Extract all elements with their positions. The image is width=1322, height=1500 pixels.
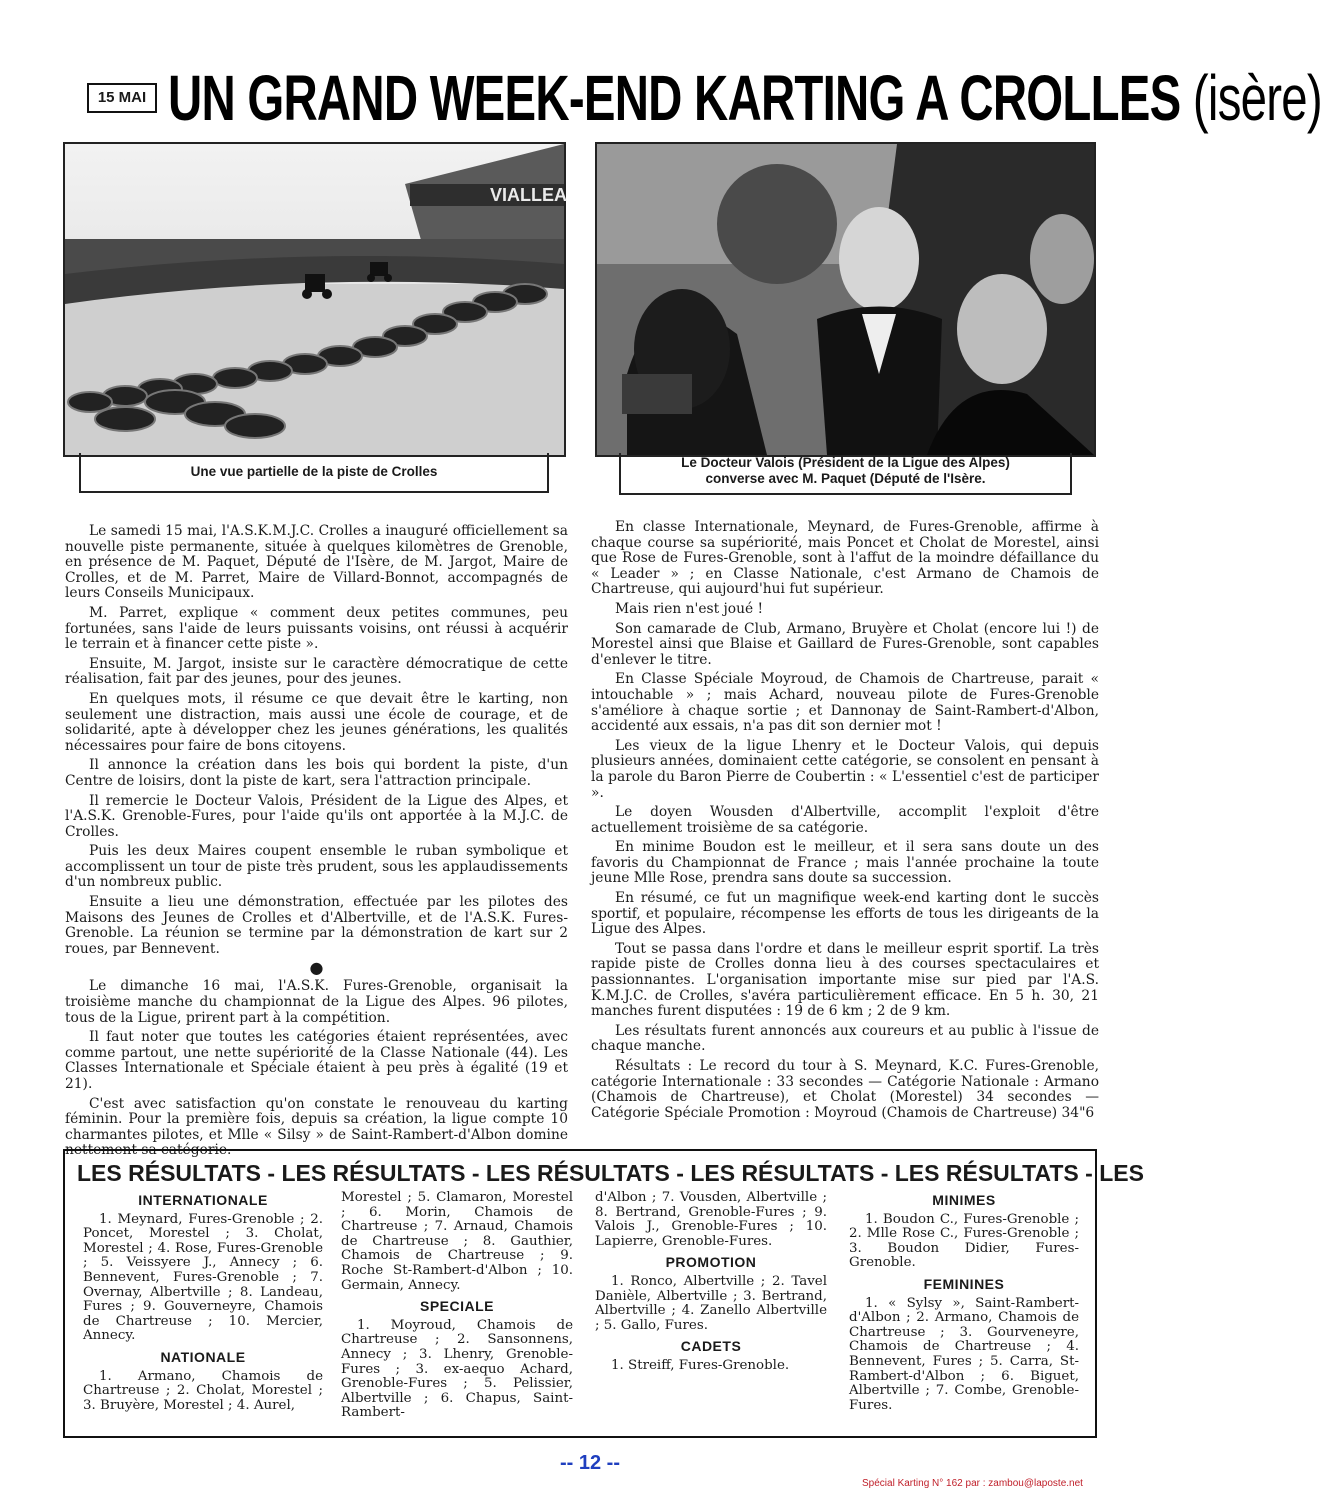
article-paragraph: Les résultats furent annoncés aux coureurs et au public à l'issue de chaque manche. bbox=[591, 1022, 1099, 1055]
category-speciale-heading: SPECIALE bbox=[419, 1298, 494, 1315]
category-nationale-heading: NATIONALE bbox=[160, 1348, 246, 1365]
article-paragraph: M. Parret, explique « comment deux petites communes, peu fortunées, sans l'aide de leurs puissants voisins, ont réussi à acquérir le terrain et à financer cette piste ». bbox=[65, 604, 568, 653]
article-paragraph: Les vieux de la ligue Lhenry et le Docteur Valois, qui depuis plusieurs années, dominaient cette catégorie, se consolent en pensant à la parole du Baron Pierre de Coubertin : « L'essentiel c'est de participer ». bbox=[591, 737, 1099, 801]
headline bbox=[168, 58, 1322, 138]
category-minimes-heading: MINIMES bbox=[932, 1192, 996, 1208]
section-separator-dot: ● bbox=[309, 958, 324, 978]
article-column-left bbox=[65, 524, 568, 1163]
article-paragraph: C'est avec satisfaction qu'on constate le renouveau du karting féminin. Pour la première fois, depuis sa création, la ligue compte 10 charmantes pilotes, et Mlle « Silsy » de Saint-Rambert-d'Albon domine nettement sa catégorie. bbox=[65, 1095, 568, 1159]
article-paragraph: En résumé, ce fut un magnifique week-end karting dont le succès sportif, et populaire, récompense les efforts de tous les dirigeants de la Ligue des Alpes. bbox=[591, 890, 1099, 938]
article-paragraph: Le samedi 15 mai, l'A.S.K.M.J.C. Crolles a inauguré officiellement sa nouvelle piste permanente, située à quelques kilomètres de Grenoble, en présence de M. Paquet, Député de l'Isère, de M. Jargot, Maire de Crolles, et de M. Parret, Maire de Villard-Bonnot, accompagnés de leurs Conseils Municipaux. bbox=[65, 523, 568, 602]
category-feminines-heading: FEMININES bbox=[923, 1275, 1005, 1292]
article-paragraph: Le dimanche 16 mai, l'A.S.K. Fures-Grenoble, organisait la troisième manche du championnat de la Ligue des Alpes. 96 pilotes, tous de la Ligue, prirent part à la compétition. bbox=[65, 978, 568, 1026]
article-paragraph: Puis les deux Maires coupent ensemble le ruban symbolique et accomplissent un tour de piste très prudent, sous les applaudissements d'un nombreux public. bbox=[65, 843, 568, 891]
category-speciale-results-continued: d'Albon ; 7. Vousden, Albertville ; 8. Bertrand, Grenoble-Fures ; 9. Valois J., Grenoble-Fures ; 10. Lapierre, Grenoble-Fures. bbox=[595, 1190, 827, 1249]
article-paragraph: En minime Boudon est le meilleur, et il sera sans doute un des favoris du Championnat de France ; mais l'année prochaine la toute jeune Mlle Rose, prendra sans doute sa succession. bbox=[591, 839, 1099, 887]
category-internationale-heading: INTERNATIONALE bbox=[138, 1192, 268, 1208]
caption-left bbox=[79, 453, 549, 493]
footer-credit: Spécial Karting N° 162 par : zambou@laposte.net bbox=[862, 1478, 1083, 1489]
category-promotion-heading: PROMOTION bbox=[665, 1254, 757, 1271]
category-cadets-heading: CADETS bbox=[680, 1338, 742, 1355]
results-column-4 bbox=[849, 1191, 1079, 1419]
article-paragraph: Résultats : Le record du tour à S. Meynard, K.C. Fures-Grenoble, catégorie Internationale : 33 secondes — Catégorie Nationale : Armano (Chamois de Chartreuse), et Cholat (Morestel) 34 secondes — Catégorie Spéciale Promotion : Moyroud (Chamois de Chartreuse) 34"6 bbox=[591, 1058, 1099, 1121]
category-internationale-results: 1. Meynard, Fures-Grenoble ; 2. Poncet, Morestel ; 3. Cholat, Morestel ; 4. Rose, Fures-Grenoble ; 5. Veissyere J., Annecy ; 6. Bennevent, Fures-Grenoble ; 7. Overnay, Albertville ; 8. Landeau, Fures ; 9. Gouverneyre, Chamois de Chartreuse ; 10. Mercier, Annecy. bbox=[83, 1211, 323, 1344]
photo-valois-paquet bbox=[595, 142, 1096, 457]
track-photo-image bbox=[65, 144, 568, 455]
article-paragraph: Il annonce la création dans les bois qui bordent la piste, d'un Centre de loisirs, dont la piste de kart, sera l'attraction principale. bbox=[65, 757, 568, 789]
caption-left-text: Une vue partielle de la piste de Crolles bbox=[190, 464, 438, 479]
caption-right bbox=[619, 453, 1072, 495]
category-minimes-results: 1. Boudon C., Fures-Grenoble ; 2. Mlle Rose C., Fures-Grenoble ; 3. Boudon Didier, Fures-Grenoble. bbox=[849, 1211, 1079, 1271]
caption-right-line2: converse avec M. Paquet (Député de l'Isère. bbox=[705, 471, 986, 486]
photo-track bbox=[63, 142, 566, 457]
headline-main: UN GRAND WEEK-END KARTING A CROLLES bbox=[168, 62, 1181, 134]
building-sign: VIALLEA bbox=[490, 185, 568, 205]
article-paragraph: Il faut noter que toutes les catégories étaient représentées, avec comme partout, une nette supériorité de la Classe Nationale (44). Les Classes Internationale et Spéciale étaient à peu près à égalité (19 et 21). bbox=[65, 1029, 568, 1092]
results-banner: LES RÉSULTATS - LES RÉSULTATS - LES RÉSULTATS - LES RÉSULTATS - LES RÉSULTATS - LES bbox=[77, 1160, 1144, 1186]
article-paragraph: Ensuite, M. Jargot, insiste sur le caractère démocratique de cette réalisation, fait par des jeunes, pour des jeunes. bbox=[65, 655, 568, 688]
article-paragraph: Son camarade de Club, Armano, Bruyère et Cholat (encore lui !) de Morestel ainsi que Blaise et Gaillard de Fures-Grenoble, sont capables d'enlever le titre. bbox=[591, 620, 1099, 668]
article-column-right bbox=[591, 520, 1099, 1125]
valois-paquet-photo-image bbox=[597, 144, 1094, 455]
category-promotion-results: 1. Ronco, Albertville ; 2. Tavel Danièle, Albertville ; 3. Bertrand, Albertville ; 4. Zanello Albertville ; 5. Gallo, Fures. bbox=[595, 1273, 827, 1333]
date-box: 15 MAI bbox=[87, 83, 157, 113]
article-paragraph: En Classe Spéciale Moyroud, de Chamois de Chartreuse, parait « intouchable » ; mais Achard, nouveau pilote de Fures-Grenoble s'améliore à chaque sortie ; et Dannonay de Saint-Rambert-d'Albon, accidenté aux essais, n'a pas dit son dernier mot ! bbox=[591, 671, 1099, 735]
headline-suffix: (isère) bbox=[1192, 62, 1322, 134]
results-box bbox=[63, 1149, 1144, 1438]
category-cadets-results: 1. Streiff, Fures-Grenoble. bbox=[611, 1357, 790, 1373]
article-paragraph: Le doyen Wousden d'Albertville, accomplit l'exploit d'être actuellement troisième de sa catégorie. bbox=[591, 804, 1099, 836]
article-paragraph: En classe Internationale, Meynard, de Fures-Grenoble, affirme à chaque course sa supériorité, mais Poncet et Cholat de Morestel, ainsi que Rose de Fures-Grenoble, sont à l'affut de la moindre défaillance du « Leader » ; en Classe Nationale, c'est Armano de Chamois de Chartreuse, qui aujourd'hui fut supérieur. bbox=[591, 519, 1099, 598]
category-feminines-results: 1. « Sylsy », Saint-Rambert-d'Albon ; 2. Armano, Chamois de Chartreuse ; 3. Gourveneyre, Chamois de Chartreuse ; 4. Bennevent, Fures ; 5. Carra, St-Rambert-d'Albon ; 6. Biguet, Albertville ; 7. Combe, Grenoble-Fures. bbox=[849, 1295, 1079, 1413]
category-speciale-results: 1. Moyroud, Chamois de Chartreuse ; 2. Sansonnens, Annecy ; 3. Lhenry, Grenoble-Fures ; 3. ex-aequo Achard, Grenoble-Fures ; 5. Pelissier, Albertville ; 6. Chapus, Saint-Rambert- bbox=[341, 1317, 573, 1421]
caption-right-line1: Le Docteur Valois (Président de la Ligue des Alpes) bbox=[681, 455, 1010, 470]
results-column-2 bbox=[341, 1191, 573, 1427]
article-paragraph: Tout se passa dans l'ordre et dans le meilleur esprit sportif. La très rapide piste de Crolles donna lieu à des courses spectaculaires et passionnantes. L'organisation importante mise sur pied par l'A.S. K.M.J.C. de Crolles, s'avéra particulièrement efficace. En 5 h. 30, 21 manches furent disputées : 19 de 6 km ; 2 de 9 km. bbox=[591, 940, 1099, 1020]
category-nationale-results-continued: Morestel ; 5. Clamaron, Morestel ; 6. Morin, Chamois de Chartreuse ; 7. Arnaud, Chamois de Chartreuse ; 8. Gauthier, Chamois de Chartreuse ; 9. Roche St-Rambert-d'Albon ; 10. Germain, Annecy. bbox=[341, 1190, 573, 1293]
article-paragraph: En quelques mots, il résume ce que devait être le karting, non seulement une distraction, mais aussi une école de courage, et de solidarité, apte à développer chez les jeunes générations, les qualités nécessaires pour faire de bons citoyens. bbox=[65, 690, 568, 754]
article-paragraph: Il remercie le Docteur Valois, Président de la Ligue des Alpes, et l'A.S.K. Grenoble-Fures, pour l'aide qu'ils ont apportée à la M.J.C. de Crolles. bbox=[65, 792, 568, 840]
page-number: -- 12 -- bbox=[560, 1452, 620, 1474]
category-nationale-results: 1. Armano, Chamois de Chartreuse ; 2. Cholat, Morestel ; 3. Bruyère, Morestel ; 4. Aurel, bbox=[83, 1368, 323, 1413]
results-column-3 bbox=[595, 1191, 827, 1380]
article-paragraph: Ensuite a lieu une démonstration, effectuée par les pilotes des Maisons des Jeunes de Crolles et d'Albertville, et de l'A.S.K. Fures-Grenoble. La réunion se termine par la démonstration de kart sur 2 roues, par Bennevent. bbox=[65, 894, 568, 957]
article-paragraph: Mais rien n'est joué ! bbox=[615, 600, 764, 617]
results-column-1 bbox=[83, 1191, 323, 1419]
